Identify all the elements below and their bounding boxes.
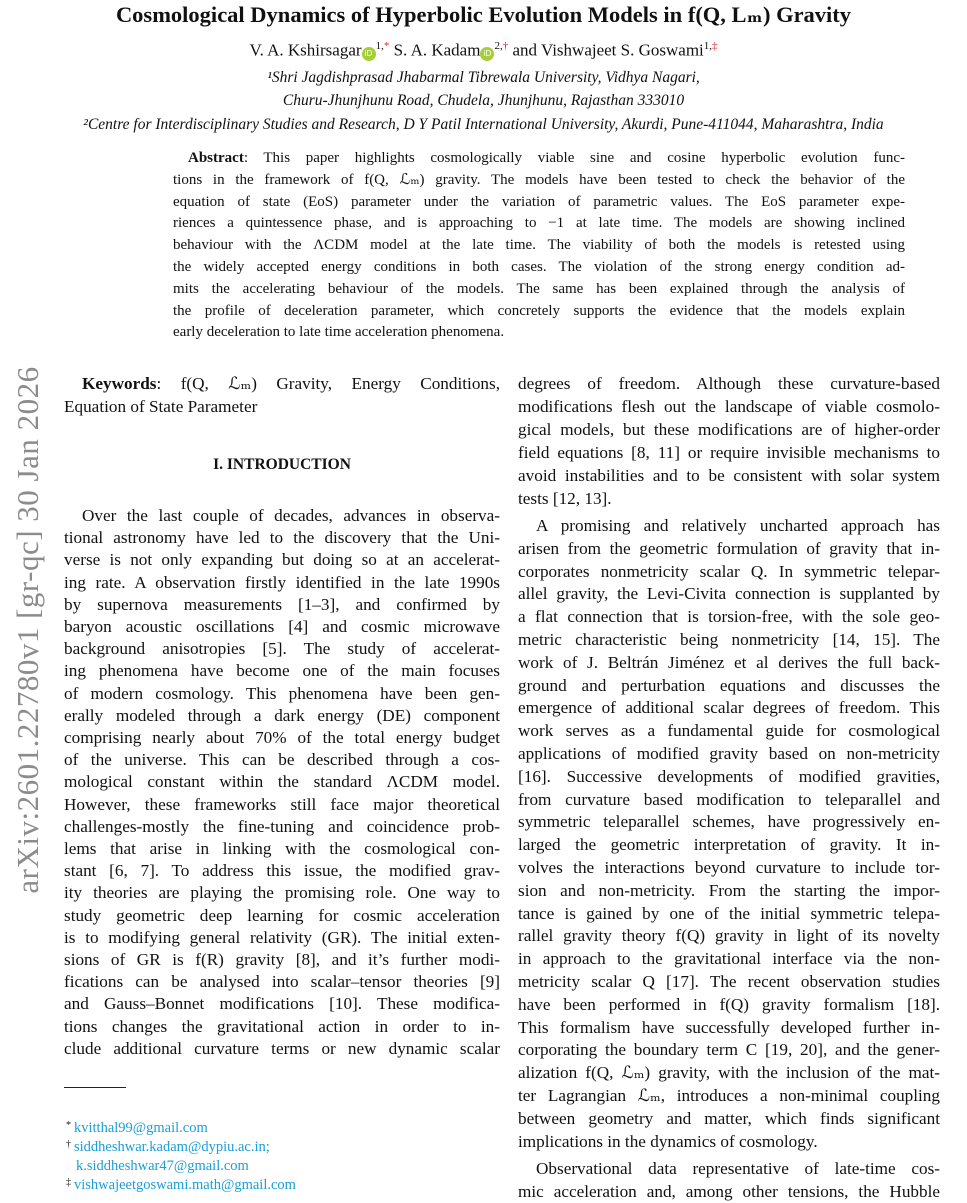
text-line: corporating the boundary term C [19, 20], and the gener-	[518, 1040, 940, 1060]
email-link[interactable]: vishwajeetgoswami.math@gmail.com	[74, 1177, 296, 1193]
text-line: avoid instabilities and to be consistent with solar system	[518, 466, 940, 485]
footnote-mark: *	[66, 1120, 71, 1131]
text-line: mits the accelerating behaviour of the models. The same has been explained through the analysis of	[173, 280, 905, 297]
text-line: larged the geometric interpretation of gravity. It in-	[518, 835, 940, 855]
text-line: tance is gained by one of the initial symmetric telepa-	[518, 903, 940, 923]
text-line: by supernova measurements [1–3], and confirmed by	[64, 594, 500, 614]
footnote-email[interactable]	[66, 1139, 270, 1156]
text-line: tests [12, 13].	[518, 489, 612, 508]
text-line: fications can be analysed into scalar–tensor theories [9]	[64, 972, 500, 992]
text-line	[82, 372, 500, 395]
text-line: erally modeled through a dark energy (DE) component	[64, 705, 500, 725]
text-line: alization f(Q, ℒₘ) gravity, with the inclusion of the mat-	[518, 1063, 940, 1083]
text-line: early deceleration to late time acceleration phenomena.	[173, 324, 505, 341]
text-line: modifications flesh out the landscape of viable cosmolo-	[518, 397, 940, 416]
footnote-mark: ‡	[66, 1177, 71, 1188]
text-line: study geometric deep learning for cosmic acceleration	[64, 905, 500, 925]
label: Abstract	[188, 150, 244, 166]
author-affiliation-mark: 1,	[703, 40, 713, 52]
text-line: in approach to the gravitational interface via the non-	[518, 949, 940, 969]
orcid-icon[interactable]: iD	[480, 47, 494, 61]
author-list	[0, 40, 967, 61]
text-line: ing rate. A observation firstly identified in the late 1990s	[64, 572, 500, 592]
email-link[interactable]: siddheshwar.kadam@dypiu.ac.in;	[74, 1139, 270, 1155]
paper-title: Cosmological Dynamics of Hyperbolic Evolution Models in f(Q, Lₘ) Gravity	[115, 2, 852, 27]
text-line: emergence of additional scalar degrees of freedom. This	[518, 698, 940, 718]
text-line: the profile of deceleration parameter, which concretely supports the evidence that the models explain	[173, 302, 905, 319]
text-line: arisen from the geometric formulation of gravity that in-	[518, 538, 940, 558]
text-line: from curvature based modification to teleparallel and	[518, 789, 940, 809]
text-line: degrees of freedom. Although these curvature-based	[518, 374, 940, 393]
label: Keywords	[82, 374, 157, 393]
section-heading: I. INTRODUCTION	[213, 456, 351, 473]
text-line: and Gauss–Bonnet modifications [10]. These modifica-	[64, 994, 500, 1014]
text-line	[188, 147, 905, 169]
footnote-email[interactable]	[66, 1120, 208, 1137]
text-line: implications in the dynamics of cosmology.	[518, 1131, 818, 1151]
footnote-mark: †	[66, 1139, 71, 1150]
text-line: rallel gravity theory f(Q) gravity in light of its novelty	[518, 926, 940, 946]
text-line: mological constant within the standard ΛCDM model.	[64, 772, 500, 792]
text-line: sions of GR is f(R) gravity [8], and it’s further modi-	[64, 950, 500, 969]
author-name: S. A. Kadam	[393, 40, 481, 60]
footnote-link[interactable]: ‡	[712, 40, 718, 52]
affiliation-1: ¹Shri Jagdishprasad Jhabarmal Tibrewala University, Vidhya Nagari,	[267, 69, 700, 86]
text-line: volves the interactions beyond curvature to include tor-	[518, 858, 940, 877]
arxiv-watermark: arXiv:2601.22780v1 [gr-qc] 30 Jan 2026	[10, 366, 45, 894]
text: : f(Q, ℒₘ) Gravity, Energy Conditions,	[156, 374, 500, 393]
text-line: equation of state (EoS) parameter under the variation of parametric values. The EoS parameter expe-	[173, 193, 905, 210]
footnote-email[interactable]	[66, 1177, 296, 1194]
text-line: Equation of State Parameter	[64, 397, 258, 416]
text-line: sion and non-metricity. From the starting the impor-	[518, 880, 940, 900]
author-name: V. A. Kshirsagar	[249, 40, 362, 60]
text-line: of modern cosmology. This phenomena have been gen-	[64, 683, 500, 703]
text-line: This formalism have successfully developed further in-	[518, 1017, 940, 1037]
orcid-icon[interactable]: iD	[362, 47, 376, 61]
text-line: between geometry and matter, which finds significant	[518, 1108, 940, 1128]
text-line: metric characteristic being nonmetricity [14, 15]. The	[518, 630, 940, 649]
text-line: background anisotropies [5]. The study of accelerat-	[64, 639, 500, 659]
text-line: of the universe. This can be described through a cos-	[64, 750, 500, 770]
text-line: baryon acoustic oscillations [4] and cosmic microwave	[64, 617, 500, 636]
text-line: the widely accepted energy conditions in both cases. The violation of the strong energy condition ad-	[173, 259, 905, 275]
text-line: verse is not only expanding but doing so at an accelerat-	[64, 550, 500, 570]
affiliation-1-address: Churu-Jhunjhunu Road, Chudela, Jhunjhunu, Rajasthan 333010	[282, 92, 685, 109]
text-line: ter Lagrangian ℒₘ, introduces a non-minimal coupling	[518, 1086, 940, 1105]
text-line: behaviour with the ΛCDM model at the late time. The viability of both the models is retested using	[173, 237, 905, 254]
text-line: work serves as a fundamental guide for cosmological	[518, 721, 940, 741]
text-line: ground and perturbation equations and discusses the	[518, 675, 940, 695]
email-link[interactable]: k.siddheshwar47@gmail.com	[76, 1158, 249, 1174]
text-line: have been performed in f(Q) gravity formalism [18].	[518, 994, 940, 1014]
text-line: However, these frameworks still face major theoretical	[64, 794, 500, 814]
text-line: A promising and relatively uncharted approach has	[536, 516, 940, 535]
text-line: symmetric teleparallel schemes, have progressively en-	[518, 812, 940, 832]
text-line: Over the last couple of decades, advances in observa-	[82, 506, 500, 525]
text-line: is to modifying general relativity (GR). The initial exten-	[64, 927, 500, 947]
author-affiliation-mark: 2,	[494, 40, 503, 52]
text-line: tional astronomy have led to the discovery that the Uni-	[64, 528, 500, 548]
text-line: lems that arise in linking with the cosmological con-	[64, 839, 500, 858]
text-line: metricity scalar Q [17]. The recent observation studies	[518, 972, 940, 991]
email-link[interactable]: kvitthal99@gmail.com	[74, 1120, 208, 1136]
text-line: comprising nearly about 70% of the total energy budget	[64, 728, 500, 747]
text-line: [16]. Successive developments of modified gravities,	[518, 766, 940, 786]
text-line: gical models, but these modifications are of higher-order	[518, 420, 940, 439]
text-line: riences a quintessence phase, and is approaching to −1 at late time. The models are showing inclined	[173, 215, 905, 232]
text-line: tions changes the gravitational action in order to in-	[64, 1016, 500, 1036]
footnote-link[interactable]: †	[502, 40, 509, 52]
text-line: ing phenomena have become one of the main focuses	[64, 661, 500, 681]
text-line: stant [6, 7]. To address this issue, the modified grav-	[64, 861, 500, 881]
text: : This paper highlights cosmologically viable sine and cosine hyperbolic evolution func-	[243, 150, 905, 166]
text-line: challenges-mostly the fine-tuning and coincidence prob-	[64, 816, 500, 836]
text-line: work of J. Beltrán Jiménez et al derives the full back-	[518, 652, 940, 672]
author-affiliation-mark: 1,	[375, 40, 384, 52]
text-line: corporates nonmetricity scalar Q. In symmetric telepar-	[518, 561, 940, 581]
affiliation-2: ²Centre for Interdisciplinary Studies and Research, D Y Patil International University, Akurdi, Pune-411044, Maharashtra, India	[83, 116, 884, 133]
text-line: a flat connection that is torsion-free, with the sole geo-	[518, 607, 940, 627]
text-line: Observational data representative of late-time cos-	[536, 1159, 940, 1178]
text-line: ity theories are playing the promising role. One way to	[64, 883, 500, 903]
text-line: applications of modified gravity based on non-metricity	[518, 744, 940, 763]
text-line: tions in the framework of f(Q, ℒₘ) gravity. The models have been tested to check the behavior of the	[173, 171, 905, 188]
text-line: allel gravity, the Levi-Civita connection is supplanted by	[518, 584, 940, 604]
text-line: clude additional curvature terms or new dynamic scalar	[64, 1038, 500, 1058]
author-name: and Vishwajeet S. Goswami	[512, 40, 704, 60]
text-line: field equations [8, 11] or require invisible mechanisms to	[518, 443, 940, 462]
footnote-link[interactable]: *	[383, 40, 390, 52]
text-line: mic acceleration and, among other tensions, the Hubble	[518, 1181, 940, 1201]
footnote-email[interactable]	[76, 1158, 249, 1175]
footnote-divider	[64, 1087, 126, 1088]
